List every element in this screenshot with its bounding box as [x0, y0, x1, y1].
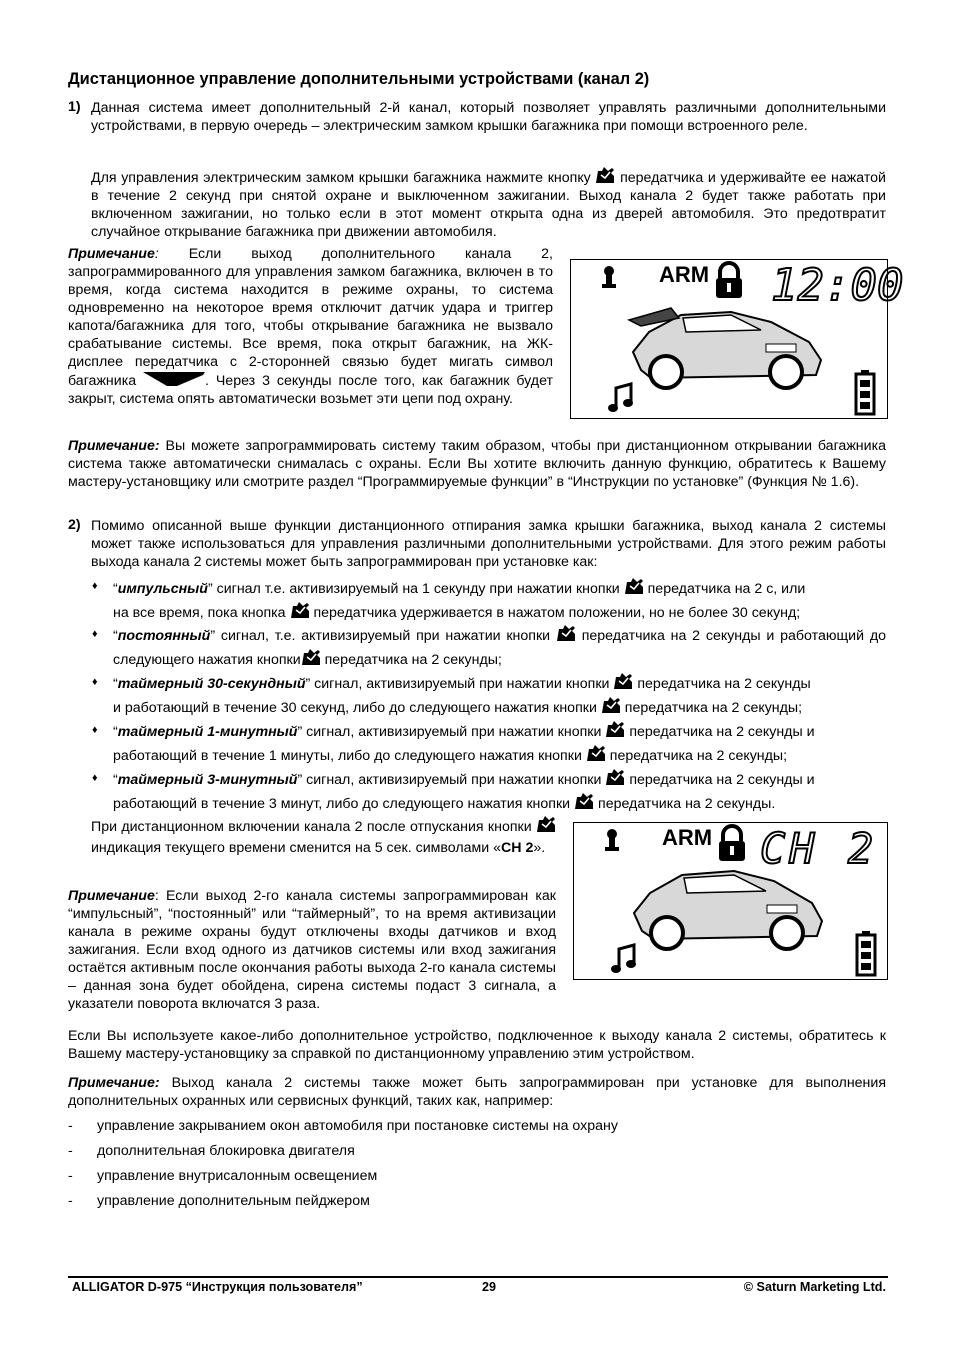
key-icon — [602, 266, 616, 288]
channel2-button-icon — [605, 720, 625, 738]
channel2-button-icon — [574, 792, 594, 810]
list-dash-2: - — [68, 1143, 73, 1159]
lcd2-channel-text: CH 2 — [760, 824, 878, 873]
footer-left: ALLIGATOR D-975 “Инструкция пользователя” — [72, 1280, 363, 1294]
car-trunk-open-icon — [629, 308, 821, 388]
battery-icon — [856, 370, 874, 414]
b3-line2a: и работающий в течение 30 секунд, либо до следующего нажатия кнопки — [113, 700, 597, 716]
b5-term: таймерный 3-минутный — [117, 772, 298, 788]
battery-icon — [857, 931, 875, 975]
note1-colon: : — [154, 246, 159, 262]
b4-quote: “ — [113, 724, 118, 740]
note1 — [68, 245, 553, 408]
b3-line2b: передатчика на 2 секунды; — [624, 700, 803, 716]
b3-quote: “ — [113, 676, 118, 692]
note4-label: Примечание: — [68, 1075, 160, 1091]
note1-text-a: Если выход дополнительного канала 2, запрограммированного для управления замком багажника, включен в то время, когда система находится в режиме охраны, то система одновременно на некоторое время отключит датчик удара и триггер капота/багажника для того, чтобы открывание багажника не вызвало срабатывание системы. Все время, пока открыт багажник, на ЖК-дисплее передатчика с 2-сторонней связью будет мигать символ багажника — [68, 246, 553, 389]
b1-line2a: на все время, пока кнопка — [113, 605, 286, 621]
note2 — [68, 437, 886, 491]
note4-text: Выход канала 2 системы также может быть запрограммирован при установке для выполнения дополнительных охранных или сервисных функций, таких как, например: — [68, 1075, 886, 1109]
bullet-item-1 — [113, 577, 886, 625]
lcd-display-channel2 — [573, 822, 888, 980]
bullet-item-4 — [113, 720, 886, 768]
note4 — [68, 1074, 886, 1110]
page-title: Дистанционное управление дополнительными устройствами (канал 2) — [68, 70, 650, 88]
b1-term: импульсный — [117, 581, 208, 597]
b5-line2a: работающий в течение 3 минут, либо до следующего нажатия кнопки — [113, 796, 571, 812]
footer-right: © Saturn Marketing Ltd. — [743, 1280, 886, 1294]
b1-line1: ” сигнал т.е. активизируемый на 1 секунду при нажатии кнопки — [207, 581, 620, 597]
bullet-item-2 — [113, 624, 886, 672]
list-item: управление внутрисалонным освещением — [97, 1168, 378, 1184]
channel2-button-icon — [301, 648, 321, 666]
b1-quote: “ — [113, 581, 118, 597]
bullet-item-5 — [113, 768, 886, 816]
section-number-2: 2) — [68, 517, 81, 533]
p2-text-a: Для управления электрическим замком крышки багажника нажмите кнопку — [91, 170, 591, 186]
section1-paragraph2 — [91, 166, 886, 241]
note2-label: Примечание: — [68, 438, 160, 454]
bullet-2-marker: ♦ — [92, 628, 98, 640]
b5-quote: “ — [113, 772, 118, 788]
b2-line1: ” сигнал, т.е. активизируемый при нажатии кнопки — [210, 628, 551, 644]
lcd-display-clock — [570, 259, 904, 419]
list-item: управление дополнительным пейджером — [97, 1193, 370, 1209]
b4-line2b: передатчика на 2 секунды; — [609, 748, 788, 764]
list-item: дополнительная блокировка двигателя — [97, 1143, 355, 1159]
bullet-1-marker: ♦ — [92, 580, 98, 592]
bullet-3-marker: ♦ — [92, 676, 98, 688]
note3-label: Примечание — [68, 888, 155, 904]
b4-line2a: работающий в течение 1 минуты, либо до следующего нажатия кнопки — [113, 748, 582, 764]
key-icon — [605, 829, 619, 851]
lcd2-arm-label: ARM — [662, 825, 713, 850]
car-icon — [634, 871, 822, 949]
note3-text: : Если выход 2-го канала системы запрограммирован как “импульсный”, “постоянный” или “таймерный”, то на время активизации канала в режиме охраны будут отключены входы датчиков и вход зажигания. Если вход одного из датчиков системы или вход зажигания остаётся активным после окончания работы выхода 2-го канала системы – данная зона будет обойдена, сирена системы подаст 3 сигнала, а указатели поворота включатся 3 раза. — [68, 888, 556, 1012]
channel2-button-icon — [595, 166, 615, 184]
section-number-1: 1) — [68, 99, 81, 115]
b2-line2b: передатчика на 2 секунды; — [324, 652, 502, 668]
lcd1-time: 12:00 — [771, 260, 904, 311]
b4-term: таймерный 1-минутный — [117, 724, 298, 740]
channel2-button-icon — [556, 624, 576, 642]
p2b-text: индикация текущего времени сменится на 5 сек. символами « — [91, 840, 502, 856]
note1-text-b: . Через 3 секунды после того, как багажник будет закрыт, система опять автоматически возьмет эти цепи под охрану. — [68, 373, 553, 407]
b4-line1b: передатчика на 2 секунды и — [629, 724, 815, 740]
list-dash-4: - — [68, 1193, 73, 1209]
note3-top — [68, 887, 556, 1013]
b2-line1b: передатчика на 2 секунды и работающий до следующего нажатия кнопки — [113, 628, 886, 668]
b2-quote: “ — [113, 628, 118, 644]
section2-paragraph1: Помимо описанной выше функции дистанционного отпирания замка крышки багажника, выход канала 2 системы может также использоваться для управления различными дополнительными устройствами. Для этого режим работы выхода канала 2 системы может быть запрограммирован при установке как: — [91, 518, 886, 570]
b4-line1: ” сигнал, активизируемый при нажатии кнопки — [297, 724, 602, 740]
p2c-text: ». — [533, 840, 546, 856]
channel2-button-icon — [586, 744, 606, 762]
lock-icon — [719, 826, 745, 861]
channel2-button-icon — [536, 815, 556, 833]
list-dash-1: - — [68, 1118, 73, 1134]
channel2-display-paragraph — [91, 815, 556, 859]
b5-line1b: передатчика на 2 секунды и — [629, 772, 815, 788]
p2-text-b: передатчика и удерживайте ее нажатой в течение 2 секунд при снятой охране и выключенном зажигании. Выход канала 2 будет также работать при включенном зажигании, но только если в этот момент открыта одна из дверей автомобиля. Это предотвратит случайное открывание багажника при движении автомобиля. — [91, 170, 886, 240]
b5-line1: ” сигнал, активизируемый при нажатии кнопки — [297, 772, 602, 788]
footer-rule — [68, 1276, 888, 1278]
list-dash-3: - — [68, 1168, 73, 1184]
music-note-icon — [608, 384, 633, 412]
b2-term: постоянный — [117, 628, 211, 644]
lock-icon — [716, 263, 742, 298]
list-item: управление закрыванием окон автомобиля при постановке системы на охрану — [97, 1118, 618, 1134]
b3-line1: ” сигнал, активизируемый при нажатии кнопки — [305, 676, 610, 692]
b5-line2b: передатчика на 2 секунды. — [598, 796, 776, 812]
section2-paragraph3: Если Вы используете какое-либо дополнительное устройство, подключенное к выходу канала 2 системы, обратитесь к Вашему мастеру-установщику за справкой по дистанционному управлению этим устройством. — [68, 1028, 886, 1062]
channel2-button-icon — [624, 577, 644, 595]
b1-line1b: передатчика на 2 с, или — [647, 581, 806, 597]
channel2-button-icon — [605, 768, 625, 786]
b1-line2b: передатчика удерживается в нажатом положении, но не более 30 секунд; — [313, 605, 801, 621]
note1-label: Примечание — [68, 246, 155, 262]
b3-line1b: передатчика на 2 секунды — [637, 676, 811, 692]
section1-paragraph1: Данная система имеет дополнительный 2-й канал, который позволяет управлять различными дополнительными устройствами, в первую очередь – электрическим замком крышки багажника при помощи встроенного реле. — [91, 100, 886, 134]
ch2-label: CH 2 — [501, 840, 534, 856]
channel2-button-icon — [601, 696, 621, 714]
bullet-item-3 — [113, 672, 886, 720]
bullet-5-marker: ♦ — [92, 772, 98, 784]
page-number: 29 — [482, 1280, 497, 1294]
note2-text: Вы можете запрограммировать систему таким образом, чтобы при дистанционном открывании багажника система также автоматически снималась с охраны. Если Вы хотите включить данную функцию, обратитесь к Вашему мастеру-установщику или смотрите раздел “Программируемые функции” в “Инструкции по установке” (Функция № 1.6). — [68, 438, 886, 490]
b3-term: таймерный 30-секундный — [117, 676, 306, 692]
trunk-symbol-icon — [143, 371, 205, 387]
p2a-text: При дистанционном включении канала 2 после отпускания кнопки — [91, 819, 532, 835]
bullet-4-marker: ♦ — [92, 724, 98, 736]
lcd1-arm-label: ARM — [659, 262, 710, 287]
channel2-button-icon — [613, 672, 633, 690]
channel2-button-icon — [290, 601, 310, 619]
music-note-icon — [611, 945, 636, 973]
